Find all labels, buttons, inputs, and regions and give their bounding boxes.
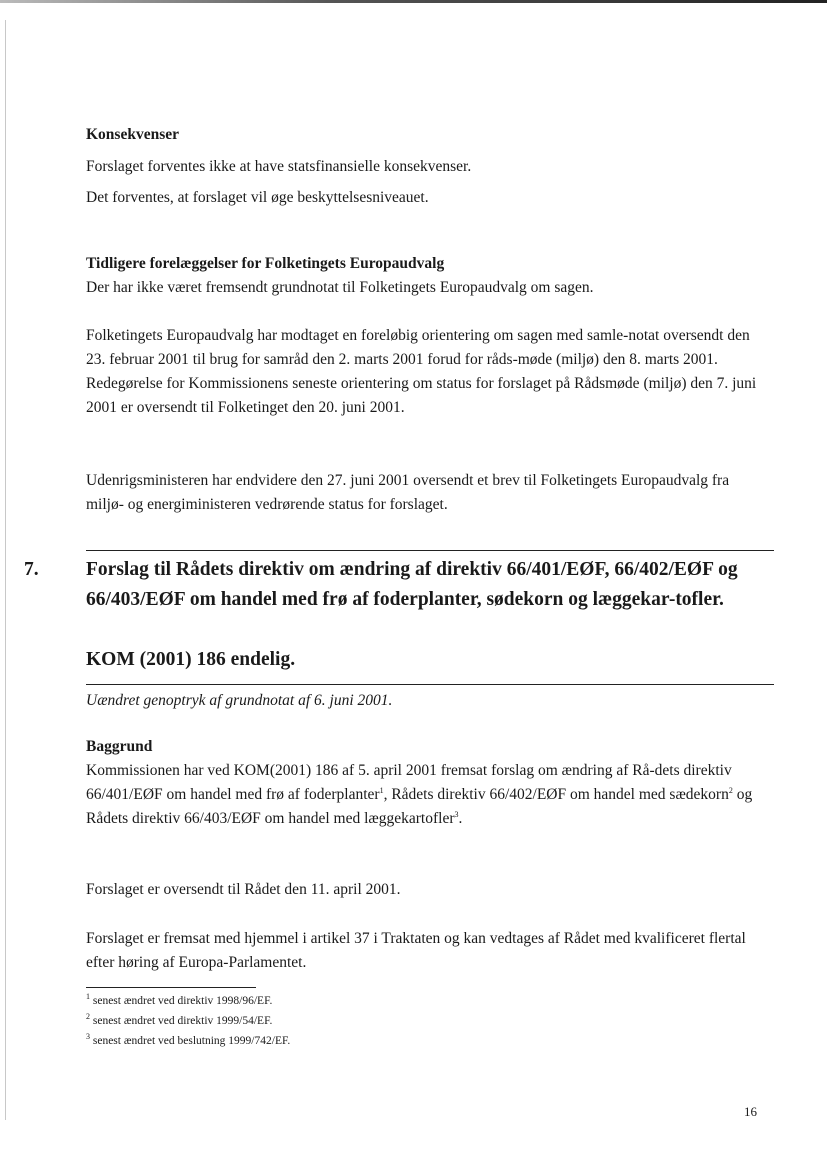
tidligere-heading: Tidligere forelæggelser for Folketingets Europaudvalg [86,255,445,272]
page-number: 16 [744,1104,757,1119]
footnote-ref-3[interactable]: 3 [454,809,459,819]
footnote-rule [86,987,256,988]
footnote-3: $^3$ senest ændret ved beslutning 1999/742/EF. [86,1032,291,1047]
item7-number: 7. [24,559,39,580]
tidligere-line1: Der har ikke været fremsendt grundnotat til Folketingets Europaudvalg om sagen. [86,279,594,296]
baggrund-para1: Kommissionen har ved KOM(2001) 186 af 5. april 2001 fremsat forslag om ændring af Rå-dets direktiv 66/401/EØF om handel med frø af foderplanter$^1$, Rådets direktiv 66/402/EØF om handel med sædekorn$^2$ og Rådets direktiv 66/403/EØF om handel med læggekartofler$^3$. [86,762,753,827]
tidligere-para3: Udenrigsministeren har endvidere den 27. juni 2001 oversendt et brev til Folketingets Europaudvalg fra miljø- og energiministeren vedrørende status for forslaget. [86,472,730,513]
footnote-2: $^2$ senest ændret ved direktiv 1999/54/EF. [86,1012,273,1027]
item7-bottom-rule [86,684,774,685]
baggrund-para3: Forslaget er fremsat med hjemmel i artikel 37 i Traktaten og kan vedtages af Rådet med kvalificeret flertal efter høring af Europa-Parlamentet. [86,930,746,971]
page-top-edge [0,0,827,3]
footnote-ref-1[interactable]: 1 [379,785,384,795]
konsekvenser-line1: Forslaget forventes ikke at have statsfinansielle konsekvenser. [86,158,472,175]
footnote-1: $^1$ senest ændret ved direktiv 1998/96/EF. [86,992,273,1007]
item7-top-rule [86,550,774,551]
item7-subtitle: KOM (2001) 186 endelig. [86,649,296,670]
item7-note: Uændret genoptryk af grundnotat af 6. juni 2001. [86,692,393,709]
page-left-edge [5,20,6,1120]
konsekvenser-line2: Det forventes, at forslaget vil øge beskyttelsesniveauet. [86,189,429,206]
footnote-ref-2[interactable]: 2 [728,785,733,795]
tidligere-para2: Folketingets Europaudvalg har modtaget en foreløbig orientering om sagen med samle-notat oversendt den 23. februar 2001 til brug for samråd den 2. marts 2001 forud for råds-møde (miljø) den 8. marts 2001. Redegørelse for Kommissionens seneste orientering om status for forslaget på Rådsmøde (miljø) den 7. juni 2001 er oversendt til Folketinget den 20. juni 2001. [86,327,757,416]
item7-title: Forslag til Rådets direktiv om ændring af direktiv 66/401/EØF, 66/402/EØF og 66/403/EØF om handel med frø af foderplanter, sødekorn og læggekar-tofler. [86,559,738,610]
baggrund-heading: Baggrund [86,738,153,755]
baggrund-para2: Forslaget er oversendt til Rådet den 11. april 2001. [86,881,401,898]
konsekvenser-heading: Konsekvenser [86,126,179,143]
